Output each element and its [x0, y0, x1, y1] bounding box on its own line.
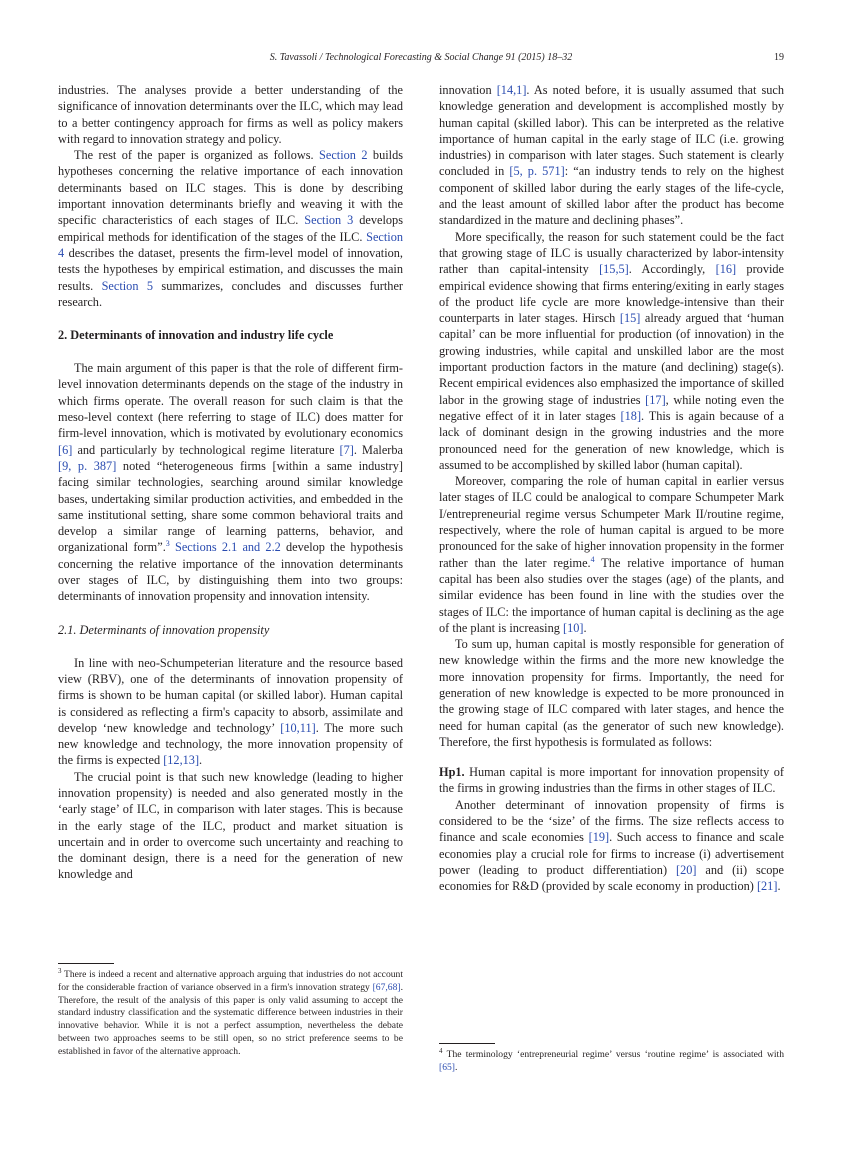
text: , while noting even the negative effect of it in later stages: [439, 392, 785, 423]
text: . Malerba: [353, 442, 403, 457]
citation-link[interactable]: [15]: [619, 311, 641, 326]
right-column: [439, 82, 784, 895]
paragraph: [58, 82, 403, 147]
text: The crucial point is that such new knowledge (leading to higher innovation propensity) is needed and also generated mostly in the ‘early stage’ of ILC, in comparison with later stages. This is because in the early stage of the ILC, product and market situation is uncertain and in order to overcome such uncertainty and reaching to the dominant design, there is a need for the generation of new knowledge and: [58, 769, 403, 882]
text: The relative importance of human capital has been also studies over the stages (age) of the plants, and similar evidence has been found in line with the studies over the stages of ILC: the importance of human capital is declining as the age of the plant is increasing: [439, 555, 784, 635]
text: . The more such new knowledge and technology, the more innovation propensity of the firms is expected: [58, 720, 404, 768]
footnote-rule: [439, 1043, 495, 1044]
text: . As noted before, it is usually assumed that such knowledge generation and development is accomplished mostly by human capital (skilled labor). This can be interpreted as the relative importance of human capital in the early stage of ILC (i.e. growing industries) in comparison with later stages. Such statement is clearly concluded in: [439, 83, 784, 179]
text: provide empirical evidence showing that firms entering/exiting in early stages of the product life cycle are more knowledge-intensive than their counterparts in later stages. Hirsch: [439, 262, 784, 326]
text: The main argument of this paper is that the role of different firm-level innovation determinants depends on the stage of the industry in which firms operate. The overall reason for such claim is that the meso-level context (here referring to stage of ILC) does matter for firm-level innovation, which is motivated by evolutionary economics: [58, 361, 403, 441]
footnote-marker[interactable]: 3: [165, 539, 170, 549]
text: More specifically, the reason for such statement could be the fact that growing stage of ILC is usually characterized by labor-intensity rather than capital-intensity: [439, 229, 784, 277]
running-head: [58, 52, 784, 66]
running-title: S. Tavassoli / Technological Forecasting & Social Change 91 (2015) 18–32: [269, 52, 573, 63]
citation-link[interactable]: [14,1]: [496, 83, 527, 97]
citation-link[interactable]: [19]: [588, 830, 610, 845]
text: innovation: [439, 83, 497, 97]
paragraph: [439, 82, 784, 229]
citation-link[interactable]: [10]: [562, 620, 584, 635]
citation-link[interactable]: [17]: [645, 392, 666, 407]
text: . Such access to finance and scale economies play a crucial role for firms to increase (i) advertisement power (leading to product differentiation): [439, 830, 785, 877]
sections-link[interactable]: Sections 2.1 and 2.2: [174, 540, 281, 555]
paragraph: [439, 636, 784, 750]
citation-link[interactable]: [10,11]: [280, 720, 316, 735]
text: .: [583, 620, 587, 635]
text: There is indeed a recent and alternative approach arguing that industries do not account for the considerable fraction of variance observed in a firm's innovation strategy: [58, 969, 403, 993]
text: and (ii) scope economies for R&D (provided by scale economy in production): [439, 862, 785, 894]
footnote-marker[interactable]: 4: [590, 554, 595, 564]
text: summarizes, concludes and discusses further research.: [58, 278, 403, 309]
section-5-link[interactable]: Section 5: [101, 278, 154, 293]
text: industries. The analyses provide a better understanding of the significance of innovation determinants over the ILC, which may lead to a better contingency approach for firms as well as policy makers with regard to innovation strategy and policy.: [58, 83, 403, 146]
hypothesis-label: Hp1.: [439, 765, 465, 780]
page-number: 19: [774, 52, 784, 63]
text: . This is again because of a lack of dominant design in the growing industries and the more pronounced need for the generation of new knowledge, which is assumed to be accomplished by skilled labor (human capital).: [439, 408, 785, 472]
citation-link[interactable]: [5, p. 571]: [509, 164, 565, 179]
text: Another determinant of innovation propensity of firms is considered to be the ‘size’ of the firms. The size reflects access to finance and scale economies: [439, 797, 784, 845]
citation-link[interactable]: [65]: [439, 1061, 455, 1073]
section-3-link[interactable]: Section 3: [304, 213, 354, 228]
text: Moreover, comparing the role of human capital in earlier versus later stages of ILC could be analogical to compare Schumpeter Mark I/entrepreneurial regime versus Schumpeter Mark II/routine regime, respectively, where the role of human capital is argued to be more pronounced for the sake of higher innovation propensity in the former rather than the later regime.: [439, 474, 784, 570]
text: . Therefore, the result of the analysis of this paper is only valid assuming to accept the standard industry classification and the systematic difference between industries in their innovative behavior. While it is not a perfect assumption, nevertheless the debate between two approaches seems to be still open, so no strict preference seems to be established in favor of the alternative approach.: [58, 981, 403, 1057]
hypothesis-1: [439, 764, 784, 797]
citation-link[interactable]: [21]: [756, 879, 778, 894]
footnote-number: 3: [58, 966, 62, 975]
section-heading: 2. Determinants of innovation and industry life cycle: [58, 328, 334, 343]
section-4-link[interactable]: Section 4: [58, 229, 403, 260]
text: .: [777, 879, 781, 894]
text: . Accordingly,: [628, 262, 716, 277]
paragraph: [58, 655, 403, 769]
footnote-4: [439, 1046, 784, 1075]
paragraph: [58, 147, 403, 310]
paragraph: [58, 769, 403, 883]
citation-link[interactable]: [20]: [675, 862, 697, 877]
text: builds hypotheses concerning the relative importance of each innovation determinants based on ILC stages. This is done by describing important innovation determinants briefly and weaving it with the specific characteristics of each stages of ILC.: [58, 148, 403, 228]
text: Human capital is more important for innovation propensity of the firms in growing industries than the firms in other stages of ILC.: [439, 765, 784, 796]
section-2-link[interactable]: Section 2: [319, 148, 368, 163]
citation-link[interactable]: [18]: [620, 408, 642, 423]
text: develops empirical methods for identification of the stages of the ILC.: [58, 213, 403, 244]
text: The terminology ‘entrepreneurial regime’ versus ‘routine regime’ is associated with: [442, 1049, 784, 1060]
text: The rest of the paper is organized as follows.: [74, 148, 320, 163]
paragraph: [439, 229, 784, 473]
text: : “an industry tends to rely on the highest component of skilled labor during the early stages of the life-cycle, and the least amount of skilled labor after the product has become standardized in the mature and declining phases”.: [439, 164, 784, 228]
text: .: [454, 1061, 458, 1073]
text: .: [199, 753, 203, 768]
citation-link[interactable]: [15,5]: [599, 262, 629, 277]
citation-link[interactable]: [16]: [715, 262, 737, 277]
citation-link[interactable]: [7]: [339, 442, 354, 457]
footnote-number: 4: [439, 1046, 443, 1055]
citation-link[interactable]: [67,68]: [372, 981, 401, 993]
text: noted “heterogeneous firms [within a same industry] facing similar technologies, searching around similar knowledge bases, undertaking similar production activities, and embedded in the same institutional setting, share some common behavioral traits and develop a similar range of learning patterns, behavior, and organizational form”.: [58, 458, 404, 555]
footnote-3: [58, 966, 403, 1059]
citation-link[interactable]: [12,13]: [163, 753, 200, 768]
citation-link[interactable]: [6]: [58, 442, 73, 457]
citation-link[interactable]: [9, p. 387]: [58, 458, 117, 473]
text: describes the dataset, presents the firm-level model of innovation, tests the hypotheses by empirical estimation, and discusses the main results.: [58, 245, 403, 293]
left-column: [58, 82, 403, 883]
paragraph: [439, 797, 784, 895]
paragraph: [439, 473, 784, 636]
footnote-rule: [58, 963, 114, 964]
text: develop the hypothesis concerning the relative importance of the innovation determinants over stages of ILC, by distinguishing them into two groups: determinants of innovation propensity and innovation intensity.: [58, 540, 403, 604]
subsection-heading: 2.1. Determinants of innovation propensity: [58, 622, 270, 637]
text: In line with neo-Schumpeterian literature and the resource based view (RBV), one of the determinants of innovation propensity of firms is shown to be human capital (or skilled labor). Human capital is considered as reflecting a firm's capacity to absorb, assimilate and develop ‘new knowledge and technology’: [58, 655, 403, 735]
text: already argued that ‘human capital’ can be more influential for production (of innovation) in the growing industries, while capital and unskilled labor are the most important production factors in the mature (and declining) stage(s). Recent empirical evidences also emphasized the importance of skilled labor in the growing stage of industries: [439, 311, 785, 407]
text: and particularly by technological regime literature: [72, 442, 340, 457]
text: To sum up, human capital is mostly responsible for generation of new knowledge within the firms and the more new knowledge the more innovation propensity for firms. Importantly, the need for generation of new knowledge is expected to be more pronounced in the growing stage of ILC compared with later stages, and hence the need for human capital (as the generator of such new knowledge). Therefore, the first hypothesis is formulated as follows:: [439, 637, 784, 749]
paragraph: [58, 360, 403, 604]
